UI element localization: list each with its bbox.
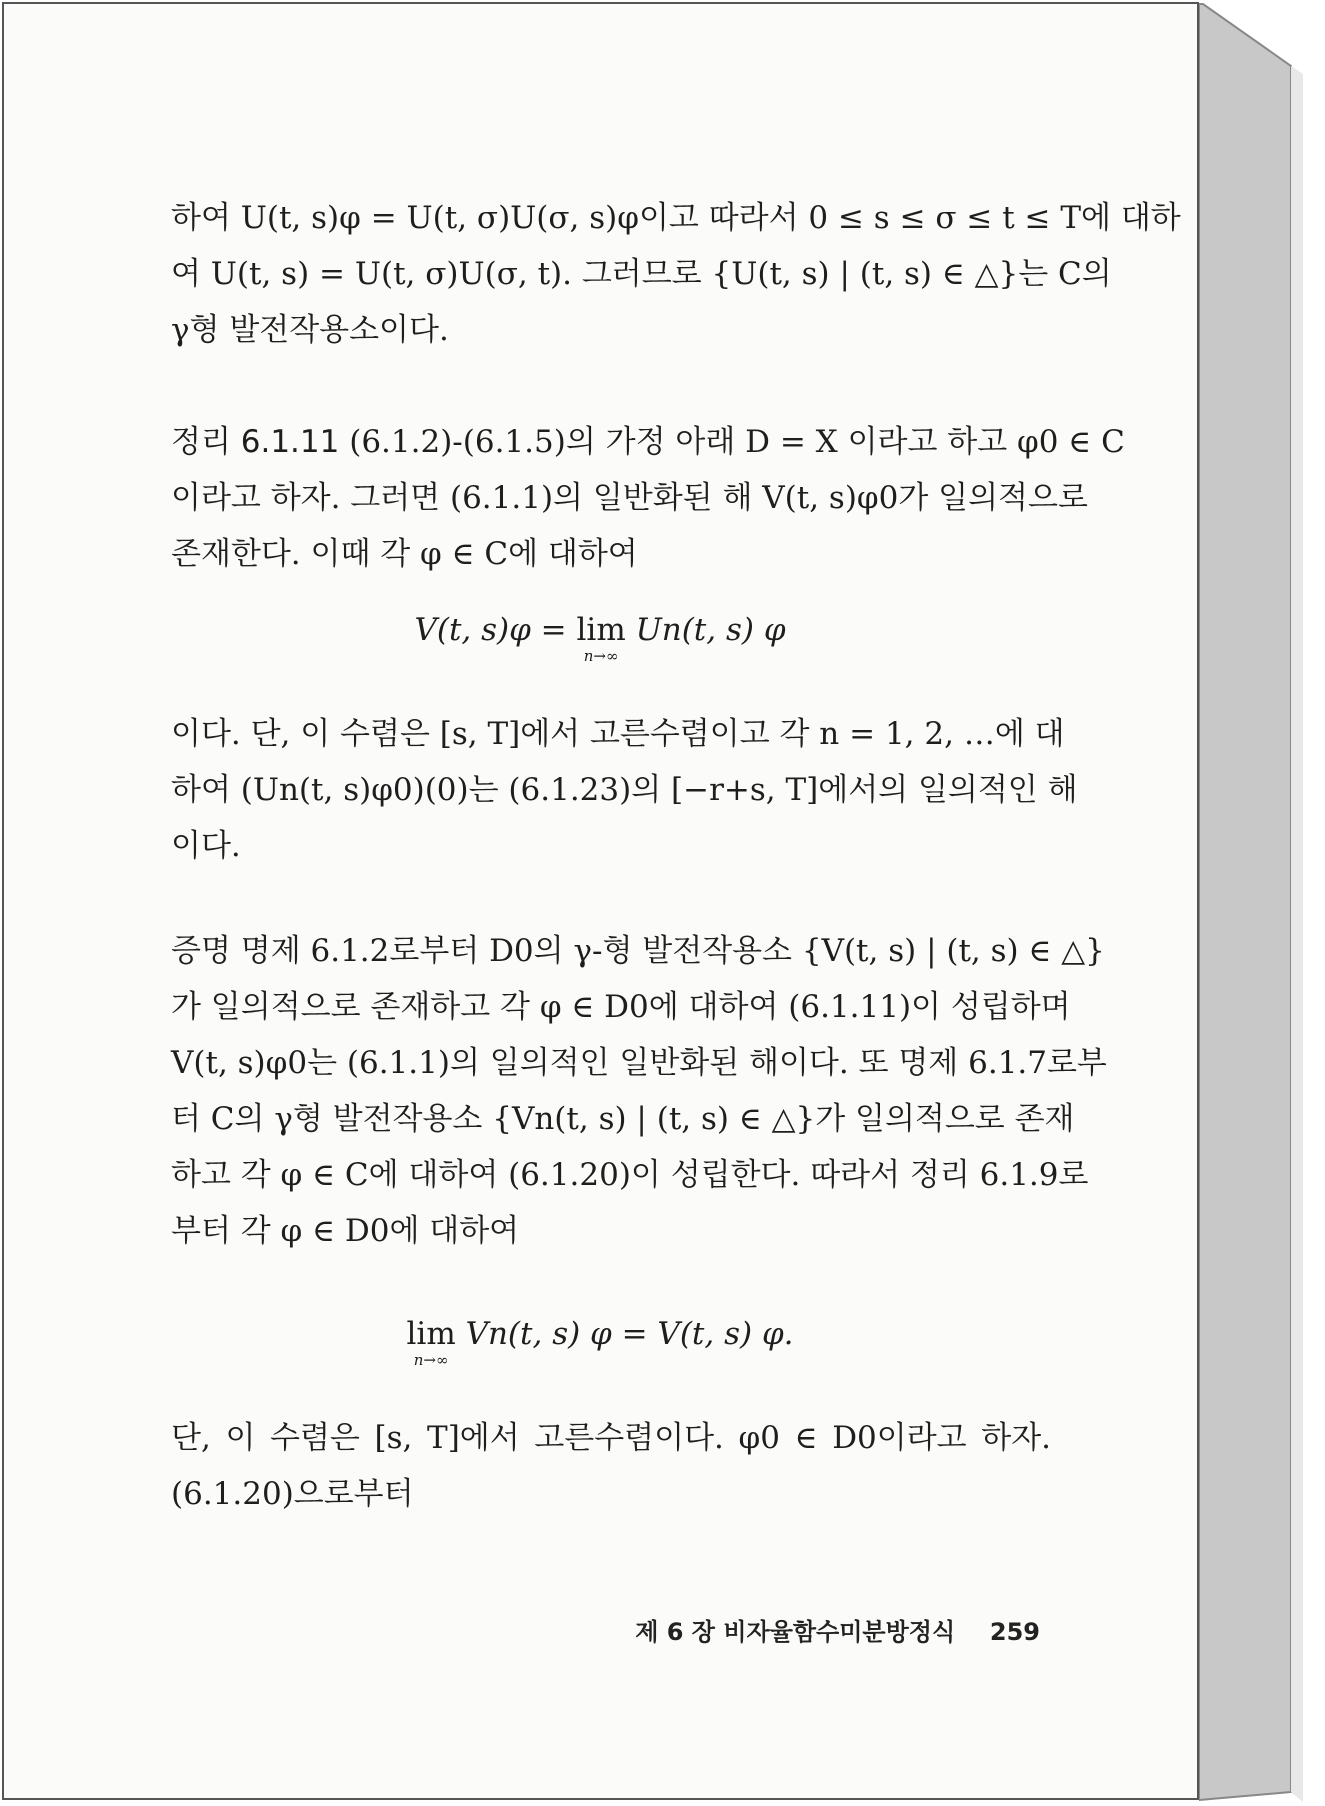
proof-line-4: 터 C의 γ형 발전작용소 {Vn(t, s) | (t, s) ∈ △}가 일의적으로 존재 <box>171 1101 1075 1137</box>
chapter-title: 제 6 장 비자율함수미분방정식 <box>635 1618 956 1646</box>
para-1-line-3: γ형 발전작용소이다. <box>171 312 449 348</box>
equation-1-lim: lim <box>576 612 626 648</box>
proof-line-2: 가 일의적으로 존재하고 각 φ ∈ D0에 대하여 (6.1.11)이 성립하며 <box>171 989 1071 1025</box>
proof-line-1-text: 명제 6.1.2로부터 D0의 γ-형 발전작용소 {V(t, s) | (t, s) ∈ △} <box>240 933 1105 969</box>
equation-1-lim-sub: n→∞ <box>583 647 619 665</box>
proof-line-6: 부터 각 φ ∈ D0에 대하여 <box>171 1213 520 1249</box>
para-3-line-2: (6.1.20)으로부터 <box>171 1476 414 1512</box>
equation-2-lim: lim <box>406 1316 456 1352</box>
proof-label: 증명 <box>171 933 231 969</box>
equation-1 <box>0 612 1200 664</box>
para-2-line-3: 이다. <box>171 828 241 864</box>
proof <box>171 923 1107 1259</box>
equation-2-limit <box>406 1316 455 1368</box>
book-edge-shading <box>1199 2 1303 1802</box>
theorem-line-1-text: (6.1.2)-(6.1.5)의 가정 아래 D = X 이라고 하고 φ0 ∈ C <box>349 424 1125 460</box>
equation-2-lim-sub: n→∞ <box>413 1351 449 1369</box>
para-1 <box>171 190 1181 358</box>
theorem-6-1-11 <box>171 414 1125 582</box>
para-1-line-1: 하여 U(t, s)φ = U(t, σ)U(σ, s)φ이고 따라서 0 ≤ s ≤ σ ≤ t ≤ T에 대하 <box>171 200 1181 236</box>
proof-line-1 <box>171 923 1105 979</box>
theorem-line-2: 이라고 하자. 그러면 (6.1.1)의 일반화된 해 V(t, s)φ0가 일의적으로 <box>171 480 1088 516</box>
para-3-line-1: 단, 이 수렴은 [s, T]에서 고른수렴이다. φ0 ∈ D0이라고 하자. <box>171 1420 1051 1456</box>
proof-line-3: V(t, s)φ0는 (6.1.1)의 일의적인 일반화된 해이다. 또 명제 6.1.7로부 <box>171 1045 1107 1081</box>
equation-1-rhs: Un(t, s) φ <box>635 612 786 648</box>
theorem-label: 정리 6.1.11 <box>171 424 340 460</box>
para-3 <box>171 1410 1051 1522</box>
equation-2 <box>0 1316 1200 1368</box>
para-2 <box>171 706 1078 874</box>
equation-1-limit <box>577 612 626 664</box>
proof-line-5: 하고 각 φ ∈ C에 대하여 (6.1.20)이 성립한다. 따라서 정리 6.1.9로 <box>171 1157 1089 1193</box>
equation-2-rhs: Vn(t, s) φ = V(t, s) φ. <box>465 1316 794 1352</box>
page-number: 259 <box>989 1618 1040 1646</box>
equation-1-lhs: V(t, s)φ = <box>414 612 567 648</box>
theorem-line-3: 존재한다. 이때 각 φ ∈ C에 대하여 <box>171 536 638 572</box>
para-2-line-1: 이다. 단, 이 수렴은 [s, T]에서 고른수렴이고 각 n = 1, 2, …에 대 <box>171 716 1065 752</box>
theorem-line-1 <box>171 414 1125 470</box>
page-footer <box>620 1612 1040 1647</box>
para-1-line-2: 여 U(t, s) = U(t, σ)U(σ, t). 그러므로 {U(t, s) | (t, s) ∈ △}는 C의 <box>171 256 1112 292</box>
para-2-line-2: 하여 (Un(t, s)φ0)(0)는 (6.1.23)의 [−r+s, T]에서의 일의적인 해 <box>171 772 1078 808</box>
